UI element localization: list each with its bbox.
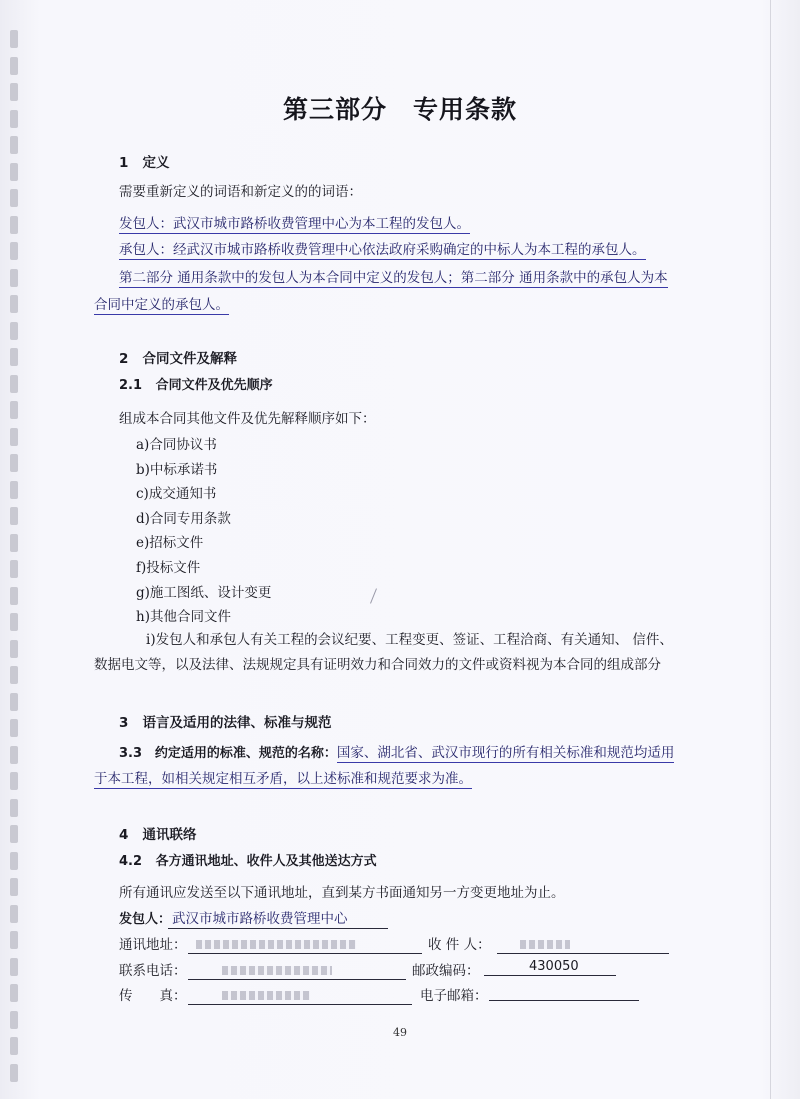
section-2-1-title: 合同文件及优先顺序 bbox=[155, 378, 273, 393]
binding-hole bbox=[10, 560, 18, 578]
address-label: 通讯地址： bbox=[119, 937, 187, 953]
section-2-number: 2 bbox=[119, 351, 129, 367]
binding-hole bbox=[10, 401, 18, 419]
section-4-number: 4 bbox=[119, 827, 129, 843]
postcode-label: 邮政编码： bbox=[412, 963, 480, 979]
section-4-intro: 所有通讯应发送至以下通讯地址，直到某方书面通知另一方变更地址为止。 bbox=[119, 885, 565, 901]
binding-hole bbox=[10, 216, 18, 234]
address-field-line bbox=[188, 953, 422, 954]
general-terms-definition-2: 合同中定义的承包人。 bbox=[94, 297, 229, 313]
section-4-heading bbox=[119, 826, 197, 844]
binding-hole bbox=[10, 348, 18, 366]
binding-hole bbox=[10, 136, 18, 154]
binding-hole bbox=[10, 746, 18, 764]
section-3-number: 3 bbox=[119, 715, 129, 731]
fax-label: 传 真： bbox=[119, 988, 187, 1004]
list-item: b)中标承诺书 bbox=[136, 462, 218, 478]
section-1-intro: 需要重新定义的词语和新定义的的词语： bbox=[119, 184, 362, 200]
recipient-label: 收 件 人： bbox=[428, 937, 491, 953]
phone-label: 联系电话： bbox=[119, 963, 187, 979]
binding-hole bbox=[10, 428, 18, 446]
list-item: a)合同协议书 bbox=[136, 437, 217, 453]
binding-hole bbox=[10, 719, 18, 737]
binding-hole bbox=[10, 30, 18, 48]
binding-hole bbox=[10, 931, 18, 949]
binding-hole bbox=[10, 1037, 18, 1055]
phone-field-line bbox=[188, 979, 406, 980]
list-item-i-line1: i)发包人和承包人有关工程的会议纪要、工程变更、签证、工程洽商、有关通知、 信件、 bbox=[146, 632, 673, 648]
binding-hole bbox=[10, 799, 18, 817]
section-3-heading bbox=[119, 714, 332, 732]
list-item: e)招标文件 bbox=[136, 535, 204, 551]
section-3-3-number: 3.3 bbox=[119, 746, 143, 761]
binding-hole bbox=[10, 666, 18, 684]
binding-hole bbox=[10, 852, 18, 870]
standards-text-2: 于本工程，如相关规定相互矛盾，以上述标准和规范要求为准。 bbox=[94, 771, 472, 787]
address-redacted bbox=[196, 940, 356, 949]
section-2-title: 合同文件及解释 bbox=[142, 351, 238, 367]
binding-hole bbox=[10, 534, 18, 552]
section-4-2-number: 4.2 bbox=[119, 854, 143, 869]
section-1-heading bbox=[119, 154, 170, 172]
binding-hole bbox=[10, 295, 18, 313]
section-3-title: 语言及适用的法律、标准与规范 bbox=[142, 715, 332, 731]
phone-redacted bbox=[222, 966, 332, 975]
list-item: d)合同专用条款 bbox=[136, 511, 231, 527]
list-item: f)投标文件 bbox=[136, 560, 201, 576]
section-2-intro: 组成本合同其他文件及优先解释顺序如下： bbox=[119, 411, 376, 427]
contractor-definition: 承包人：经武汉市城市路桥收费管理中心依法政府采购确定的中标人为本工程的承包人。 bbox=[119, 242, 646, 258]
section-3-3-line1 bbox=[119, 744, 674, 763]
standards-text-1: 国家、湖北省、武汉市现行的所有相关标准和规范均适用 bbox=[336, 745, 675, 761]
employer-label: 发包人： bbox=[119, 912, 172, 927]
recipient-field-line bbox=[497, 953, 669, 954]
binding-hole bbox=[10, 454, 18, 472]
email-field-line bbox=[489, 1000, 639, 1001]
section-1-title: 定义 bbox=[142, 155, 170, 171]
binding-hole bbox=[10, 481, 18, 499]
section-4-title: 通讯联络 bbox=[142, 827, 197, 843]
general-terms-definition-1: 第二部分 通用条款中的发包人为本合同中定义的发包人；第二部分 通用条款中的承包人为本 bbox=[119, 270, 668, 286]
binding-hole bbox=[10, 693, 18, 711]
employer-definition: 发包人：武汉市城市路桥收费管理中心为本工程的发包人。 bbox=[119, 216, 470, 232]
page-edge bbox=[770, 0, 771, 1099]
email-label: 电子邮箱： bbox=[420, 988, 488, 1004]
binding-hole bbox=[10, 587, 18, 605]
list-item: c)成交通知书 bbox=[136, 486, 217, 502]
binding-holes bbox=[10, 30, 22, 1090]
list-item: g)施工图纸、设计变更 bbox=[136, 585, 272, 601]
binding-hole bbox=[10, 905, 18, 923]
employer-value: 武汉市城市路桥收费管理中心 bbox=[172, 911, 348, 927]
section-3-3-label: 约定适用的标准、规范的名称： bbox=[154, 746, 337, 761]
binding-hole bbox=[10, 825, 18, 843]
binding-hole bbox=[10, 507, 18, 525]
binding-hole bbox=[10, 57, 18, 75]
recipient-redacted bbox=[520, 940, 570, 949]
binding-hole bbox=[10, 772, 18, 790]
employer-field-line bbox=[168, 928, 388, 929]
section-2-heading bbox=[119, 350, 237, 368]
binding-hole bbox=[10, 242, 18, 260]
postcode-value: 430050 bbox=[529, 959, 579, 974]
fax-field-line bbox=[188, 1004, 412, 1005]
list-item: h)其他合同文件 bbox=[136, 609, 231, 625]
section-4-2-heading bbox=[119, 853, 377, 871]
binding-hole bbox=[10, 1064, 18, 1082]
binding-hole bbox=[10, 163, 18, 181]
binding-hole bbox=[10, 269, 18, 287]
binding-hole bbox=[10, 189, 18, 207]
binding-hole bbox=[10, 878, 18, 896]
section-1-number: 1 bbox=[119, 155, 129, 171]
section-2-1-heading bbox=[119, 377, 273, 395]
fax-redacted bbox=[222, 991, 310, 1000]
binding-hole bbox=[10, 613, 18, 631]
section-4-2-title: 各方通讯地址、收件人及其他送达方式 bbox=[155, 854, 377, 869]
postcode-field-line bbox=[484, 975, 616, 976]
page-number: 49 bbox=[393, 1026, 407, 1039]
binding-hole bbox=[10, 322, 18, 340]
binding-hole bbox=[10, 640, 18, 658]
section-2-1-number: 2.1 bbox=[119, 378, 143, 393]
list-item-i-line2: 数据电文等，以及法律、法规规定具有证明效力和合同效力的文件或资料视为本合同的组成部分 bbox=[94, 657, 661, 673]
binding-hole bbox=[10, 375, 18, 393]
page-title: 第三部分 专用条款 bbox=[282, 95, 517, 124]
stray-pen-mark bbox=[370, 588, 377, 603]
binding-hole bbox=[10, 958, 18, 976]
binding-hole bbox=[10, 984, 18, 1002]
